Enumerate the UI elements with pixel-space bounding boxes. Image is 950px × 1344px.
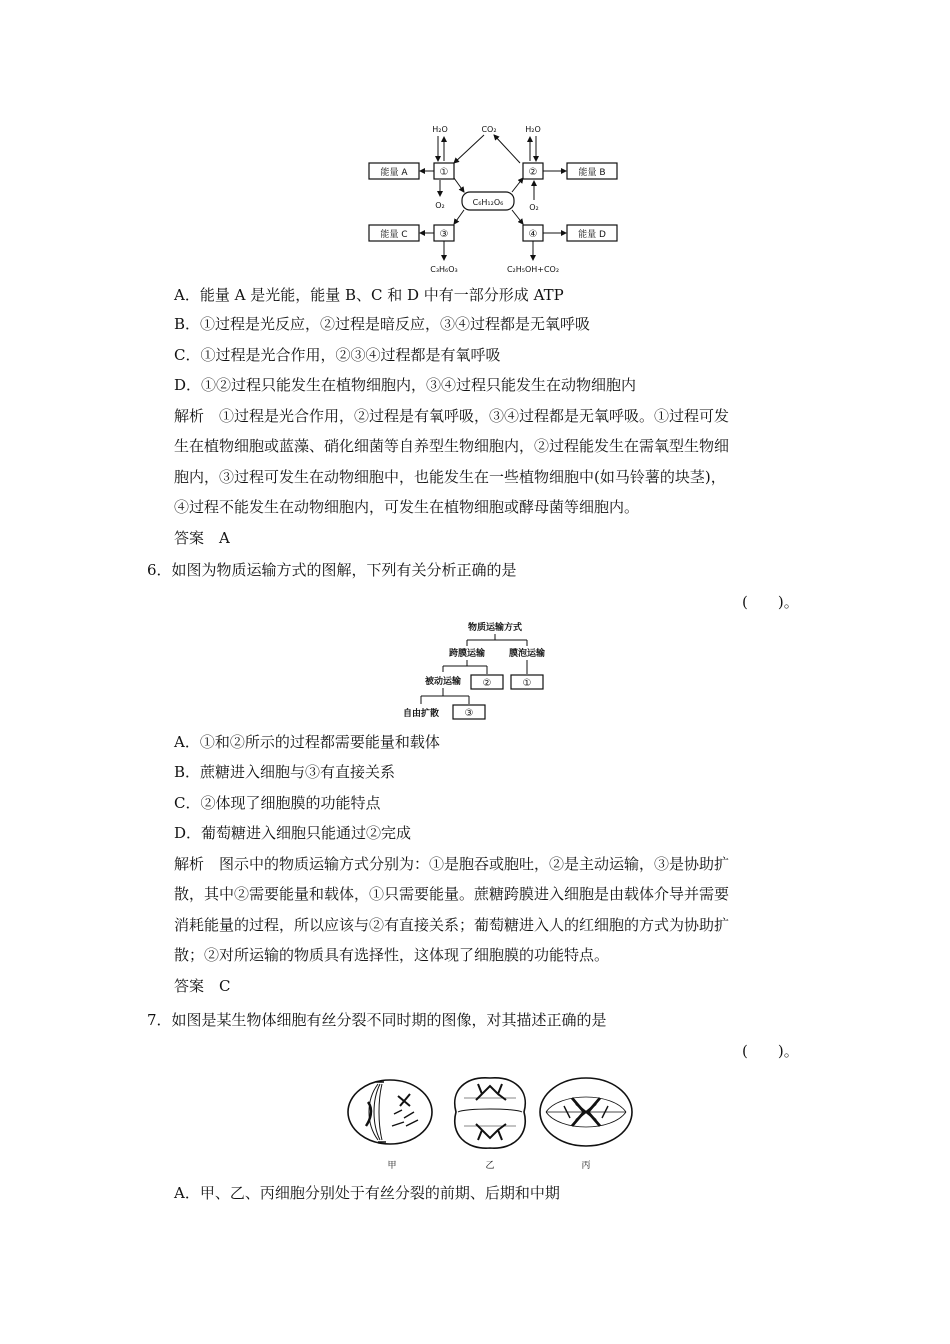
q5-analysis-line: 生在植物细胞或蓝藻、硝化细菌等自养型生物细胞内，②过程能发生在需氧型生物细 [174,437,730,455]
q5-analysis-line: 解析 ①过程是光合作用，②过程是有氧呼吸，③④过程都是无氧呼吸。①过程可发 [174,407,730,425]
free-diffusion-label: 自由扩散 [402,709,440,719]
passive-label: 被动运输 [424,677,462,687]
q6-option-b: B．蔗糖进入细胞与③有直接关系 [174,763,396,781]
q5-analysis-line: 胞内，③过程可发生在动物细胞中，也能发生在一些植物细胞中(如马铃薯的块茎)， [174,468,726,486]
label-jia: 甲 [387,1161,397,1171]
energy-c-label: 能量 C [380,230,408,240]
q7-option-a: A．甲、乙、丙细胞分别处于有丝分裂的前期、后期和中期 [174,1184,560,1202]
box-3-label: ③ [464,708,474,719]
q5-option-a: A．能量 A 是光能，能量 B、C 和 D 中有一部分形成 ATP [174,286,564,304]
q5-answer: 答案 A [174,529,230,547]
box-1-label: ① [522,678,532,689]
q6-analysis-line: 散，其中②需要能量和载体，①只需要能量。蔗糖跨膜进入细胞是由载体介导并需要 [174,885,730,903]
glucose-label: C₆H₁₂O₆ [472,198,504,207]
co2-label: CO₂ [481,125,497,134]
vesicle-label: 膜泡运输 [508,649,546,659]
cell-bing [540,1078,632,1146]
q6-answer: 答案 C [174,977,231,995]
q6-stem: 6．如图为物质运输方式的图解，下列有关分析正确的是 [147,561,517,579]
q7-stem: 7．如图是某生物体细胞有丝分裂不同时期的图像，对其描述正确的是 [147,1011,607,1029]
energy-a-label: 能量 A [380,168,408,178]
energy-d-label: 能量 D [578,230,606,240]
q6-analysis-line: 解析 图示中的物质运输方式分别为：①是胞吞或胞吐，②是主动运输，③是协助扩 [174,855,730,873]
lactic-acid-label: C₃H₆O₃ [430,265,458,274]
mitosis-figure [340,1072,640,1176]
q6-answer-blank: ( )。 [742,593,799,611]
box-2-label: ② [482,678,492,689]
h2o-left-label: H₂O [432,125,448,134]
cell-yi [455,1078,526,1148]
q5-option-d: D．①②过程只能发生在植物细胞内，③④过程只能发生在动物细胞内 [174,376,637,394]
energy-b-label: 能量 B [578,168,606,178]
process-3-label: ③ [439,229,449,240]
cell-jia [348,1080,432,1144]
ethanol-label: C₂H₅OH+CO₂ [506,265,560,274]
q6-analysis-line: 散；②对所运输的物质具有选择性，这体现了细胞膜的功能特点。 [174,946,610,964]
label-yi: 乙 [485,1161,495,1171]
metabolism-diagram [360,120,620,280]
transmembrane-label: 跨膜运输 [448,649,486,659]
q5-option-b: B．①过程是光反应，②过程是暗反应，③④过程都是无氧呼吸 [174,315,591,333]
q5-analysis-line: ④过程不能发生在动物细胞内，可发生在植物细胞或酵母菌等细胞内。 [174,498,640,516]
q6-option-c: C．②体现了细胞膜的功能特点 [174,794,381,812]
process-4-label: ④ [528,229,538,240]
q5-option-c: C．①过程是光合作用，②③④过程都是有氧呼吸 [174,346,501,364]
o2-right-label: O₂ [529,203,539,212]
label-bing: 丙 [581,1161,591,1171]
h2o-right-label: H₂O [525,125,541,134]
q6-analysis-line: 消耗能量的过程，所以应该与②有直接关系；葡萄糖进入人的红细胞的方式为协助扩 [174,916,730,934]
o2-left-label: O₂ [435,201,445,210]
process-1-label: ① [439,167,449,178]
q6-option-a: A．①和②所示的过程都需要能量和载体 [174,733,440,751]
process-2-label: ② [528,167,538,178]
q7-answer-blank: ( )。 [742,1042,799,1060]
root-label: 物质运输方式 [467,623,523,633]
transport-diagram [395,618,565,726]
q6-option-d: D．葡萄糖进入细胞只能通过②完成 [174,824,412,842]
